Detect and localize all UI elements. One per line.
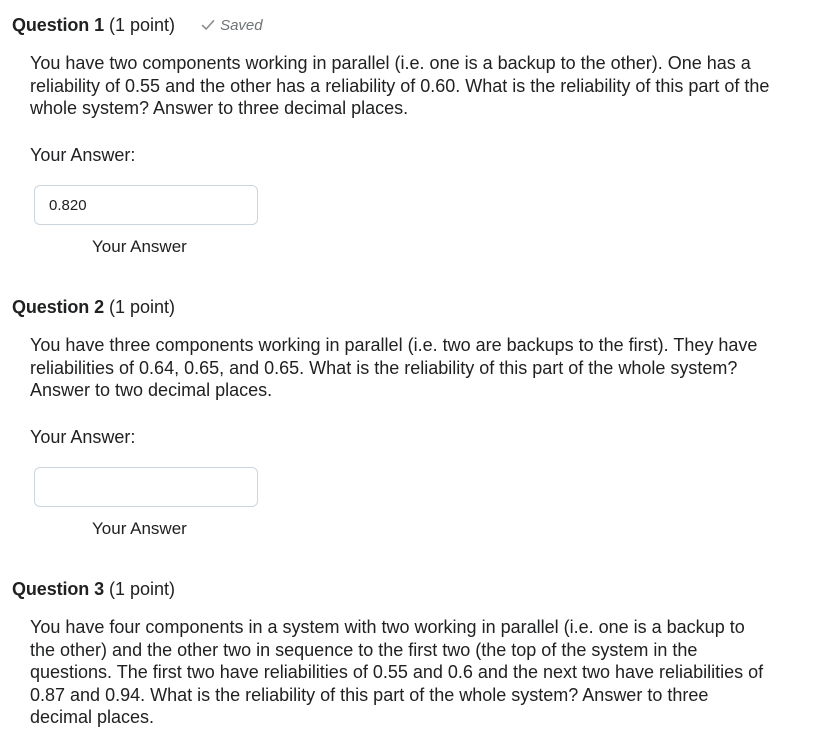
question-3-text: You have four components in a system with two working in parallel (i.e. one is a backup to the other) and the other two in sequence to the first two (the top of the system in the questions. The first two have reliabilities of 0.55 and 0.6 and the next two have reliabilities of 0.87 and 0.94. What is the reliability of this part of the whole system? Answer to three decimal places.	[30, 617, 764, 727]
question-2-answer-label: Your Answer:	[30, 426, 136, 447]
question-1-answer-input[interactable]	[34, 185, 258, 225]
question-2-text: You have three components working in parallel (i.e. two are backups to the first). They have reliabilities of 0.64, 0.65, and 0.65. What is the reliability of this part of the whole system? Answer to two decimal places.	[30, 335, 758, 400]
question-2	[12, 294, 812, 538]
question-3-points: (1 point)	[109, 578, 176, 599]
question-3-header	[12, 576, 812, 602]
question-1-points: (1 point)	[109, 14, 176, 35]
question-1	[12, 12, 812, 256]
checkmark-icon	[201, 19, 215, 31]
question-2-points: (1 point)	[109, 296, 176, 317]
saved-status	[201, 17, 263, 34]
question-1-text: You have two components working in parallel (i.e. one is a backup to the other). One has a reliability of 0.55 and the other has a reliability of 0.60. What is the reliability of this part of the whole system? Answer to three decimal places.	[30, 53, 770, 118]
question-1-answer-label: Your Answer:	[30, 144, 136, 165]
question-2-answer-input[interactable]	[34, 467, 258, 507]
question-1-title: Question 1	[12, 14, 105, 35]
saved-label: Saved	[220, 16, 263, 34]
question-3	[12, 576, 812, 729]
question-2-header	[12, 294, 812, 320]
question-3-title: Question 3	[12, 578, 105, 599]
question-1-answer-caption: Your Answer	[92, 237, 187, 256]
question-1-header	[12, 12, 812, 38]
question-2-answer-caption: Your Answer	[92, 519, 187, 538]
question-2-title: Question 2	[12, 296, 105, 317]
